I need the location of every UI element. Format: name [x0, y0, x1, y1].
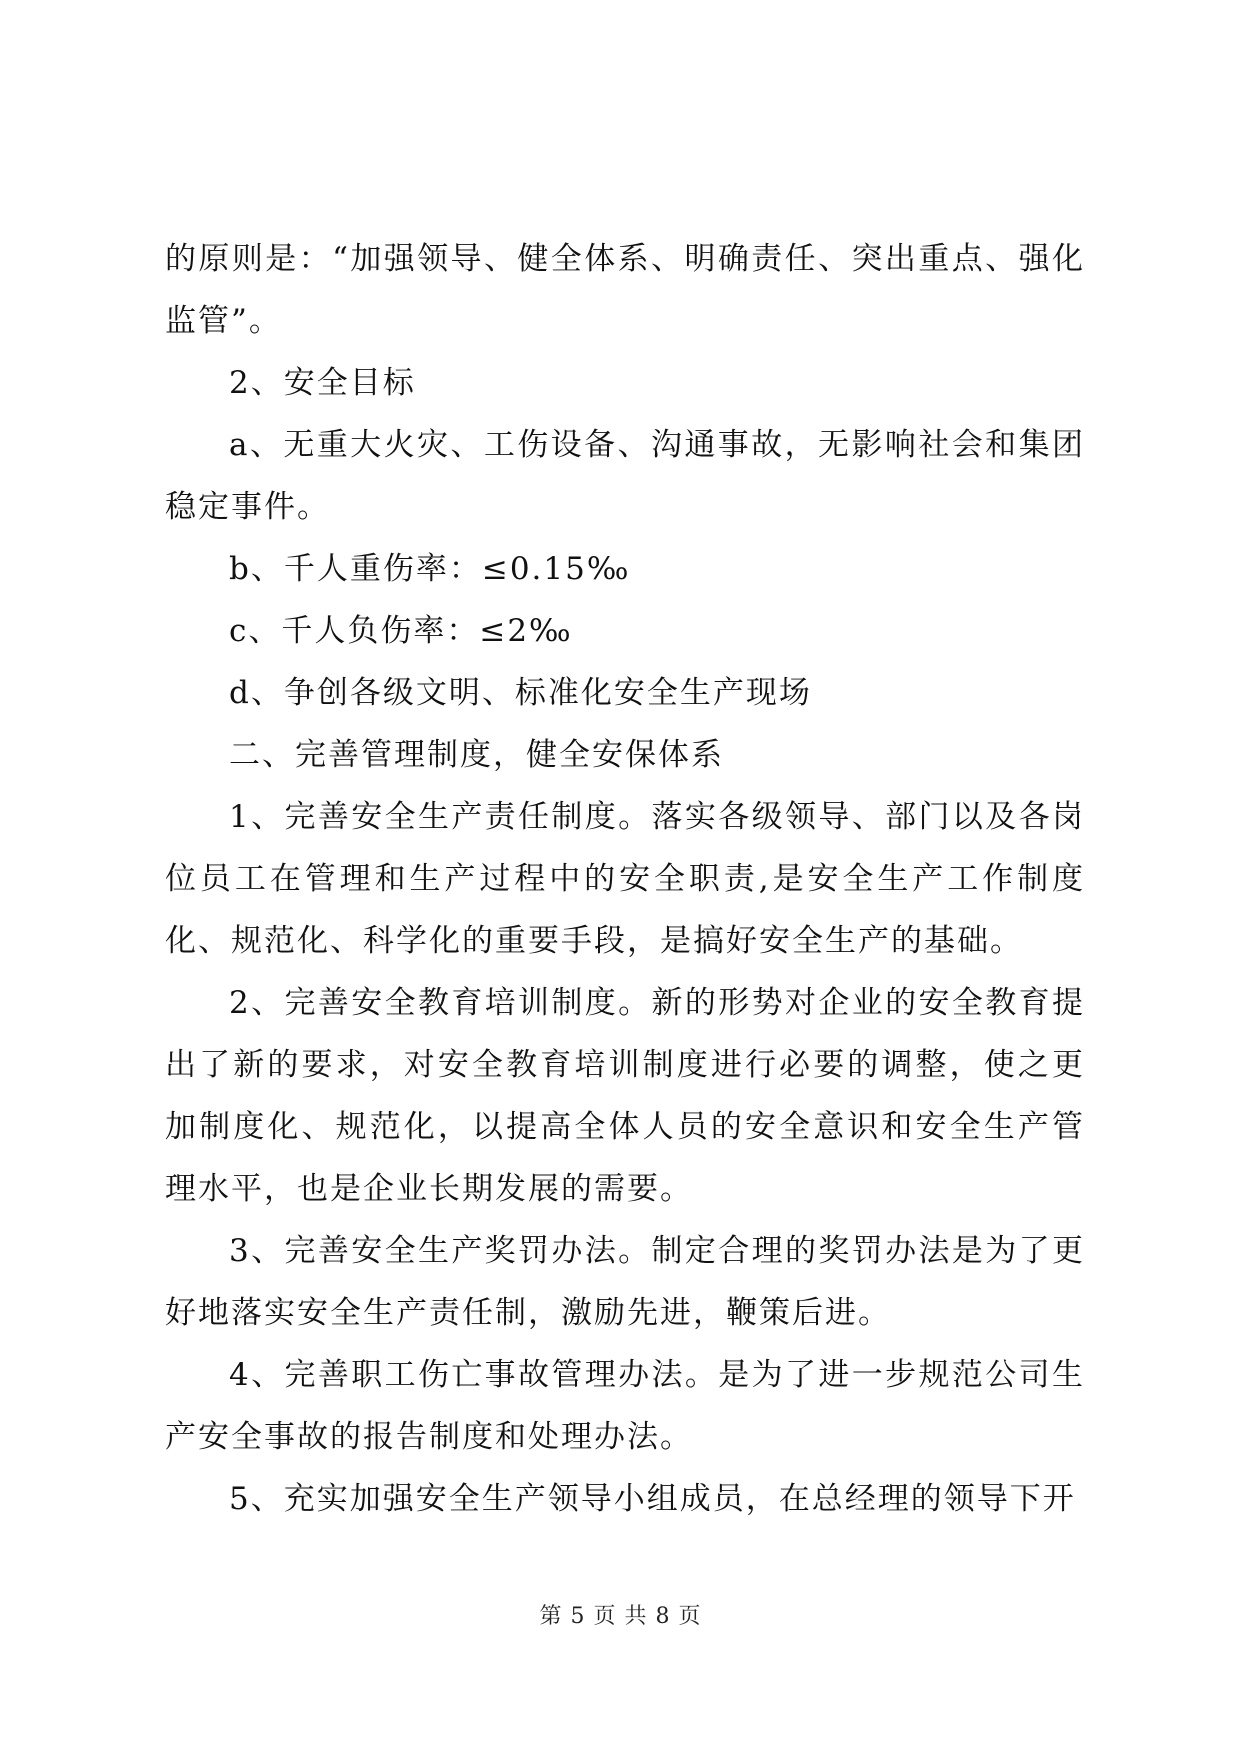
list-item: b、千人重伤率：≤0.15‰ [229, 551, 631, 587]
section-heading: 2、安全目标 [229, 365, 416, 401]
paragraph: 的原则是：“加强领导、健全体系、明确责任、突出重点、强化监管”。 [165, 241, 1085, 339]
section-heading: 二、完善管理制度，健全安保体系 [229, 737, 724, 773]
document-body [165, 228, 1085, 1530]
page-footer [0, 1602, 1241, 1632]
list-item: d、争创各级文明、标准化安全生产现场 [229, 675, 812, 711]
list-item: c、千人负伤率：≤2‰ [229, 613, 573, 649]
paragraph: 2、完善安全教育培训制度。新的形势对企业的安全教育提出了新的要求，对安全教育培训制度进行必要的调整，使之更加制度化、规范化，以提高全体人员的安全意识和安全生产管理水平，也是企业长期发展的需要。 [165, 985, 1085, 1207]
paragraph: 1、完善安全生产责任制度。落实各级领导、部门以及各岗位员工在管理和生产过程中的安全职责,是安全生产工作制度化、规范化、科学化的重要手段，是搞好安全生产的基础。 [165, 799, 1085, 959]
paragraph: 5、充实加强安全生产领导小组成员，在总经理的领导下开 [229, 1481, 1076, 1517]
paragraph: 3、完善安全生产奖罚办法。制定合理的奖罚办法是为了更好地落实安全生产责任制，激励先进，鞭策后进。 [165, 1233, 1085, 1331]
page-number-label: 第 5 页 共 8 页 [539, 1604, 702, 1629]
list-item: a、无重大火灾、工伤设备、沟通事故，无影响社会和集团稳定事件。 [165, 427, 1085, 525]
paragraph: 4、完善职工伤亡事故管理办法。是为了进一步规范公司生产安全事故的报告制度和处理办法。 [165, 1357, 1085, 1455]
